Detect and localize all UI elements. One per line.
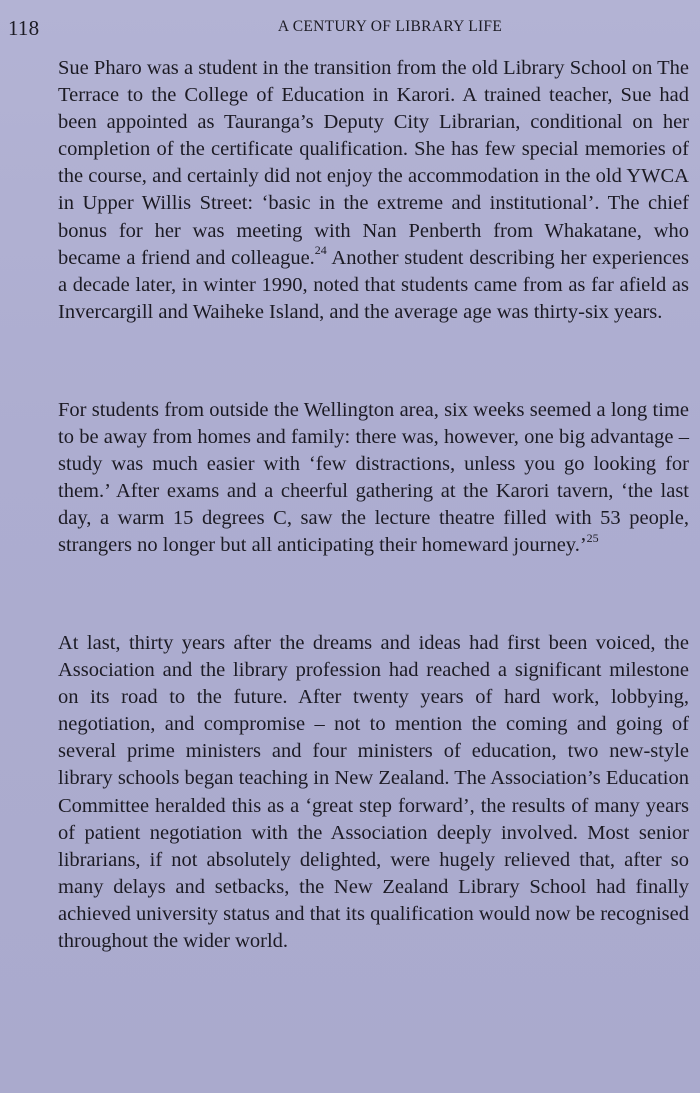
paragraph-3-text: At last, thirty years after the dreams and ideas had first been voiced, the Association and the library profession had reached a significant milestone on its road to the future. After twenty years of hard work, lobbying, negotiation, and compromise – not to mention the coming and going of several prime ministers and four ministers of education, two new-style library schools began teaching in New Zealand. The Association’s Education Committee heralded this as a ‘great step forward’, the results of many years of patient negotiation with the Association deeply involved. Most senior librarians, if not absolutely delighted, were hugely relieved that, after so many delays and setbacks, the New Zealand Library School had finally achieved university status and that its qualification would now be recognised throughout the wider world.	[58, 632, 689, 953]
paragraph-2-text: For students from outside the Wellington area, six weeks seemed a long time to be away from homes and family: there was, however, one big advantage – study was much easier with ‘few distractions, unless you go looking for them.’ After exams and a cheerful gathering at the Karori tavern, ‘the last day, a warm 15 degrees C, saw the lecture theatre filled with 53 people, strangers no longer but all anticipating their homeward journey.’	[58, 399, 689, 557]
paragraph-3	[58, 630, 689, 955]
page-number: 118	[8, 16, 40, 40]
running-head: A CENTURY OF LIBRARY LIFE	[277, 18, 503, 35]
paragraph-2	[58, 397, 689, 560]
paragraph-1	[58, 55, 689, 326]
paragraph-1-text-a: Sue Pharo was a student in the transition from the old Library School on The Terrace to the College of Education in Karori. A trained teacher, Sue had been appointed as Tauranga’s Deputy City Librarian, conditional on her completion of the certificate qualification. She has few special memories of the course, and certainly did not enjoy the accommodation in the old YWCA in Upper Willis Street: ‘basic in the extreme and institutional’. The chief bonus for her was meeting with Nan Penberth from Whakatane, who became a friend and colleague.	[58, 57, 689, 269]
paragraph-1-text-b: Another student describing her experiences a decade later, in winter 1990, noted that students came from as far afield as Invercargill and Waiheke Island, and the average age was thirty-six years.	[58, 246, 689, 323]
footnote-ref-25: 25	[586, 530, 599, 545]
footnote-ref-24: 24	[314, 242, 327, 257]
